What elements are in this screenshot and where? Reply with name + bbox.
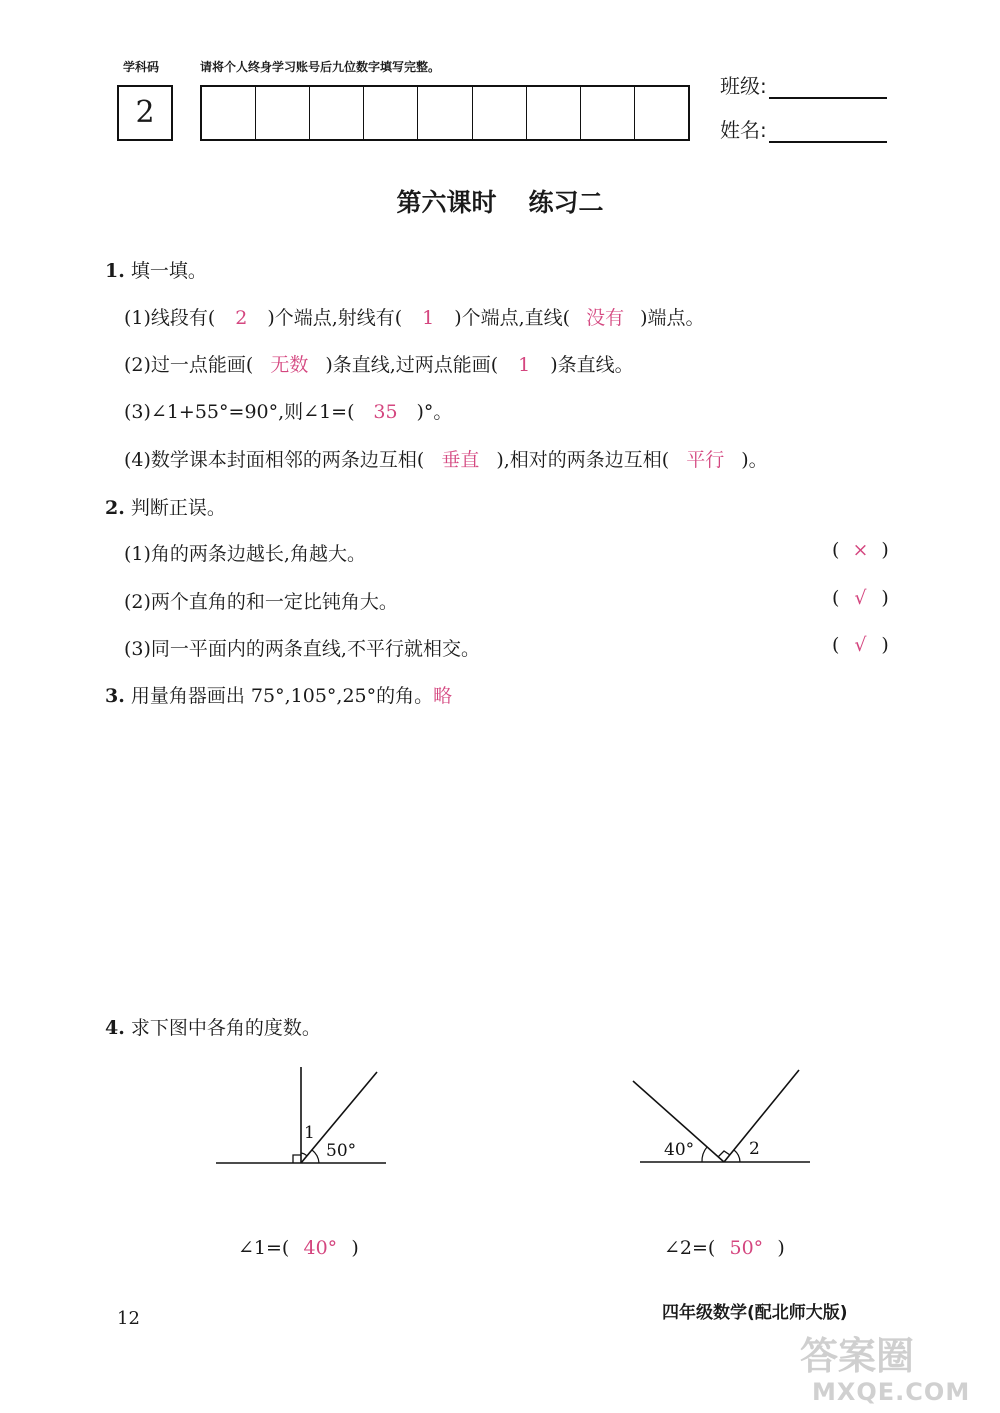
q4-fig2-answer	[664, 1237, 785, 1259]
exercise-label: 练习二	[528, 188, 604, 217]
q1-item-4-text: (4)数学课本封面相邻的两条边互相(	[124, 449, 425, 471]
account-digit-cell[interactable]	[581, 87, 635, 139]
question-2-heading	[105, 493, 226, 520]
q1-item-4-text: )。	[741, 449, 768, 471]
subject-code-box: 2	[117, 85, 173, 141]
answer-blank[interactable]: 50°	[729, 1237, 764, 1259]
q1-item-3-text: (3)∠1+55°=90°,则∠1=(	[124, 401, 355, 423]
account-digit-cell[interactable]	[202, 87, 256, 139]
angle-1-label: 1	[304, 1123, 315, 1143]
page-title	[0, 183, 1000, 219]
q4-fig1-answer	[238, 1237, 359, 1259]
account-digit-cell[interactable]	[364, 87, 418, 139]
check-mark-icon[interactable]: √	[854, 587, 867, 609]
account-number-grid[interactable]	[200, 85, 690, 141]
q1-item-2-text: )条直线,过两点能画(	[325, 354, 499, 376]
q1-item-1-text: )端点。	[640, 307, 705, 329]
name-label: 姓名:	[720, 118, 767, 142]
account-digit-cell[interactable]	[418, 87, 472, 139]
account-hint: 请将个人终身学习账号后九位数字填写完整。	[200, 60, 441, 74]
close-paren: )	[881, 634, 889, 656]
question-number: 4.	[105, 1017, 125, 1039]
answer-text[interactable]: 略	[433, 685, 453, 707]
answer-blank[interactable]: 40°	[303, 1237, 338, 1259]
question-prompt: 填一填。	[130, 260, 207, 282]
angle-40-label: 40°	[664, 1140, 695, 1160]
close-paren: )	[881, 539, 889, 561]
q1-item-4-text: ),相对的两条边互相(	[496, 449, 670, 471]
account-digit-cell[interactable]	[473, 87, 527, 139]
question-prompt: 判断正误。	[130, 497, 226, 519]
angle-1-arc	[301, 1153, 307, 1156]
question-prompt: 用量角器画出 75°,105°,25°的角。	[130, 685, 434, 707]
q4-fig2-eq: ∠2=(	[664, 1237, 716, 1259]
class-input-line[interactable]	[769, 75, 887, 99]
right-ray	[724, 1070, 799, 1162]
q4-fig2-eq: )	[777, 1237, 785, 1259]
answer-blank[interactable]: 没有	[586, 307, 625, 329]
question-prompt: 求下图中各角的度数。	[130, 1017, 321, 1039]
q2-judge-2[interactable]	[832, 587, 889, 609]
angle-figure-2	[630, 1060, 820, 1175]
q1-item-4	[124, 445, 768, 472]
watermark-url: MXQE.COM	[812, 1378, 971, 1406]
account-digit-cell[interactable]	[256, 87, 310, 139]
q1-item-2-text: (2)过一点能画(	[124, 354, 254, 376]
answer-blank[interactable]: 无数	[270, 354, 309, 376]
angle-50-arc	[312, 1150, 319, 1163]
q4-fig1-eq: ∠1=(	[238, 1237, 290, 1259]
answer-blank[interactable]: 平行	[686, 449, 725, 471]
account-digit-cell[interactable]	[635, 87, 688, 139]
q2-statement-2: (2)两个直角的和一定比钝角大。	[124, 591, 398, 613]
open-paren: (	[832, 634, 840, 656]
question-number: 1.	[105, 260, 125, 282]
account-digit-cell[interactable]	[527, 87, 581, 139]
angle-50-label: 50°	[326, 1141, 357, 1161]
angle-2-arc	[734, 1150, 740, 1162]
q2-statement-3: (3)同一平面内的两条直线,不平行就相交。	[124, 638, 480, 660]
account-digit-cell[interactable]	[310, 87, 364, 139]
answer-blank[interactable]: 2	[235, 307, 248, 329]
q1-item-1	[124, 303, 705, 330]
q2-judge-1[interactable]	[832, 539, 889, 561]
page-number: 12	[117, 1308, 140, 1329]
q2-statement-1: (1)角的两条边越长,角越大。	[124, 543, 366, 565]
name-field	[720, 114, 887, 143]
question-number: 2.	[105, 497, 125, 519]
question-4-heading	[105, 1013, 321, 1040]
close-paren: )	[881, 587, 889, 609]
q2-judge-3[interactable]	[832, 634, 889, 656]
class-field	[720, 70, 887, 99]
watermark-logo: 答案圈	[800, 1334, 915, 1378]
class-label: 班级:	[720, 74, 767, 98]
q1-item-2-text: )条直线。	[550, 354, 634, 376]
question-1-heading	[105, 256, 207, 283]
right-angle-marker	[293, 1155, 301, 1163]
angle-figure-1	[210, 1060, 400, 1175]
check-mark-icon[interactable]: √	[854, 634, 867, 656]
angle-40-arc	[702, 1147, 707, 1162]
answer-blank[interactable]: 垂直	[441, 449, 480, 471]
answer-blank[interactable]: 1	[422, 307, 435, 329]
subject-code-label: 学科码	[123, 60, 160, 74]
question-3-heading	[105, 681, 452, 708]
q1-item-3-text: )°。	[416, 401, 453, 423]
cross-mark-icon[interactable]: ×	[852, 539, 869, 561]
book-title: 四年级数学(配北师大版)	[662, 1303, 848, 1323]
lesson-label: 第六课时	[396, 188, 497, 217]
answer-blank[interactable]: 35	[373, 401, 398, 423]
q1-item-2	[124, 350, 634, 377]
q1-item-3	[124, 397, 452, 424]
open-paren: (	[832, 587, 840, 609]
q1-item-1-text: )个端点,直线(	[454, 307, 571, 329]
name-input-line[interactable]	[769, 119, 887, 143]
question-number: 3.	[105, 685, 125, 707]
angle-2-label: 2	[749, 1139, 760, 1159]
q1-item-1-text: )个端点,射线有(	[267, 307, 403, 329]
q4-fig1-eq: )	[351, 1237, 359, 1259]
q1-item-1-text: (1)线段有(	[124, 307, 216, 329]
open-paren: (	[832, 539, 840, 561]
answer-blank[interactable]: 1	[518, 354, 531, 376]
